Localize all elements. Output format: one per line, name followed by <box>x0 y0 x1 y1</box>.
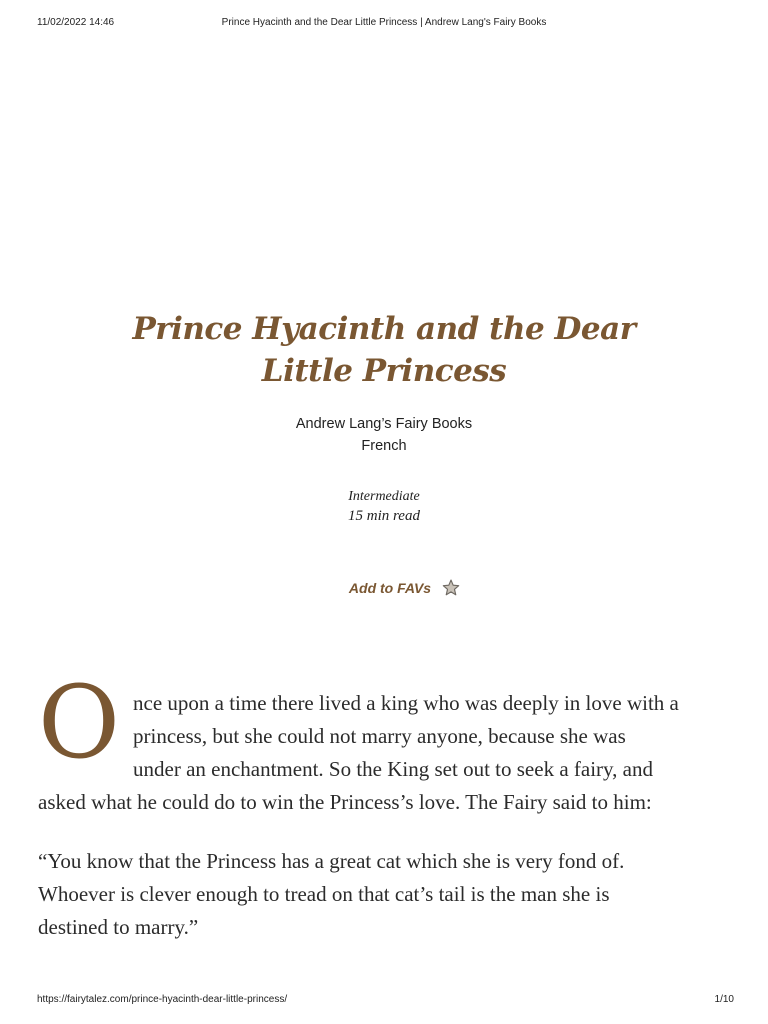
paragraph-1-line-3: under an enchantment. So the King set out to seek a fairy, and <box>133 757 653 781</box>
story-read-time: 15 min read <box>348 508 420 524</box>
print-footer <box>0 994 768 1008</box>
story-title-line-2: Little Princess <box>261 353 507 389</box>
story-title <box>84 308 684 392</box>
story-collection: Andrew Lang’s Fairy Books <box>295 416 473 432</box>
print-datetime: 11/02/2022 14:46 <box>37 17 115 28</box>
story-origin: French <box>361 438 407 454</box>
print-header <box>0 17 768 31</box>
print-url: https://fairytalez.com/prince-hyacinth-dear-little-princess/ <box>37 994 288 1005</box>
paragraph-1-line-4: asked what he could do to win the Princess’s love. The Fairy said to him: <box>38 790 652 814</box>
paragraph-2-line-1: “You know that the Princess has a great cat which she is very fond of. <box>38 849 625 873</box>
paragraph-2-line-3: destined to marry.” <box>38 915 199 939</box>
print-document-title: Prince Hyacinth and the Dear Little Princess | Andrew Lang's Fairy Books <box>221 17 547 28</box>
favorites-row <box>0 578 768 598</box>
star-icon <box>441 578 461 598</box>
add-to-favs-label: Add to FAVs <box>348 580 432 596</box>
paragraph-1-line-2: princess, but she could not marry anyone, because she was <box>133 724 626 748</box>
story-difficulty: Intermediate <box>348 489 420 504</box>
paragraph-2-line-2: Whoever is clever enough to tread on that cat’s tail is the man she is <box>38 882 610 906</box>
paragraph-1-line-1: nce upon a time there lived a king who was deeply in love with a <box>133 691 679 715</box>
print-page-number: 1/10 <box>714 994 734 1005</box>
add-to-favs-button[interactable] <box>307 578 461 598</box>
story-title-line-1: Prince Hyacinth and the Dear <box>132 311 636 347</box>
drop-cap: O <box>38 664 120 781</box>
